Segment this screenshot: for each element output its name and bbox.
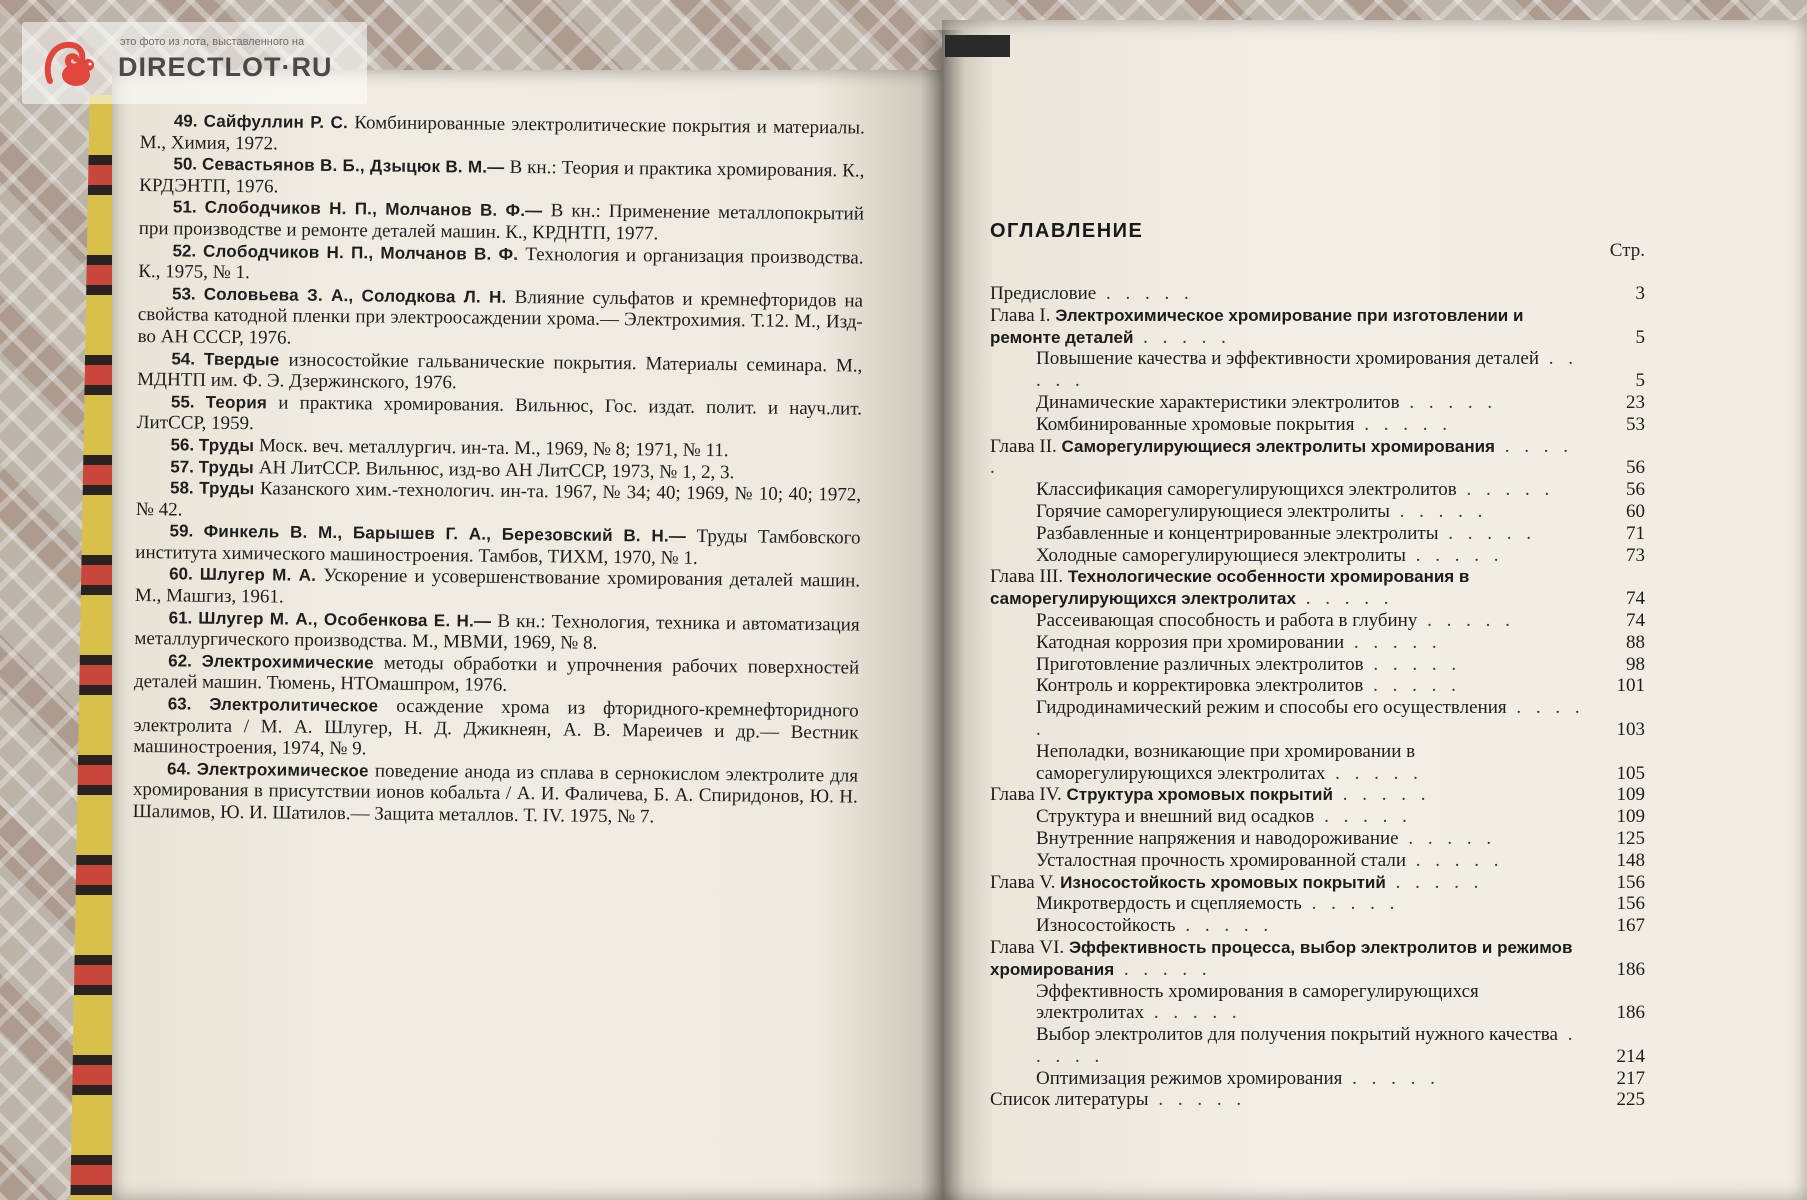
squirrel-logo-icon	[40, 37, 102, 89]
reference-number: 58.	[169, 478, 200, 498]
toc-section-entry	[990, 828, 1645, 850]
reference-text: Моск. веч. металлургич. ин-та. М., 1969, № 8; 1971, № 11.	[258, 435, 729, 462]
toc-entry-label: Холодные саморегулирующиеся электролиты	[1036, 544, 1406, 566]
toc-leader-dots: . . . . .	[1399, 391, 1498, 413]
toc-page-number: 88	[1626, 631, 1645, 653]
watermark-brand: DIRECTLOT·RU	[118, 52, 333, 82]
reference-number: 50.	[173, 154, 203, 174]
reference-author: Слободчиков Н. П., Молчанов В. Ф.—	[204, 198, 551, 221]
toc-leader-dots: . . . . .	[1148, 1089, 1247, 1111]
toc-leader-dots: . . . . .	[1406, 849, 1504, 871]
toc-page-number: 71	[1626, 522, 1645, 544]
table-of-contents	[990, 220, 1645, 1111]
reference-number: 49.	[173, 111, 204, 131]
toc-page-number: 74	[1626, 588, 1645, 610]
toc-section-entry	[990, 654, 1645, 676]
toc-section-entry	[990, 392, 1645, 414]
reference-text: Комбинированные электролитические покрытия и материалы. М., Химия, 1972.	[139, 112, 865, 155]
reference-text: поведение анода из сплава в сернокислом электролите для хромирования в присутствии ионов кобальта / А. И. Фаличева, Б. А. Спиридонов, Ю. Н. Шалимов, Ю. И. Шатилов.— Защита металлов. Т. IV. 1975, № 7.	[132, 760, 859, 828]
toc-chapter-entry	[990, 937, 1645, 981]
toc-section-entry	[990, 893, 1645, 915]
reference-author: Шлугер М. А.	[199, 565, 324, 586]
toc-page-number: 109	[1616, 806, 1645, 828]
toc-page-number: 214	[1616, 1045, 1645, 1067]
toc-leader-dots: . . . . .	[1114, 958, 1212, 980]
toc-entry-label: Глава IV. Структура хромовых покрытий	[990, 784, 1333, 806]
reference-item	[134, 650, 859, 701]
toc-leader-dots: . . . . .	[1363, 653, 1462, 675]
reference-item	[140, 110, 865, 161]
toc-leader-dots: . . . . .	[990, 435, 1573, 479]
toc-entry-label: Эффективность хромирования в саморегулирующихся электролитах	[1036, 980, 1479, 1024]
toc-page-number: 3	[1635, 283, 1645, 304]
toc-leader-dots: . . . . .	[1301, 893, 1400, 915]
toc-section-entry	[990, 675, 1645, 697]
toc-leader-dots: . . . . .	[1036, 348, 1579, 392]
toc-entry-label: Динамические характеристики электролитов	[1036, 391, 1400, 413]
reference-item	[136, 477, 861, 528]
toc-chapter-entry	[990, 283, 1645, 305]
toc-leader-dots: . . . . .	[1344, 631, 1442, 653]
toc-chapter-entry	[990, 566, 1645, 610]
reference-author: Электрохимические	[201, 651, 384, 673]
reference-author: Севастьянов В. Б., Дзыцюк В. М.—	[201, 154, 510, 178]
toc-leader-dots: . . . . .	[1342, 1067, 1440, 1089]
toc-leader-dots: . . . . .	[1389, 500, 1488, 522]
toc-entry-label: Катодная коррозия при хромировании	[1036, 631, 1345, 653]
toc-page-number: 186	[1616, 1002, 1645, 1024]
watermark-caption: это фото из лота, выставленного на	[120, 36, 305, 48]
reference-number: 51.	[172, 197, 205, 218]
reference-author: Труды	[199, 478, 261, 499]
toc-page-header: Стр.	[1609, 240, 1645, 261]
toc-entry-label: Классификация саморегулирующихся электролитов	[1036, 479, 1457, 501]
reference-author: Твердые	[203, 349, 289, 370]
toc-entry-label: Гидродинамический режим и способы его осуществления	[1036, 697, 1507, 719]
toc-entry-label: Комбинированные хромовые покрытия	[1036, 413, 1355, 435]
reference-number: 63.	[167, 694, 210, 714]
reference-text: Технология и организация производства. К., 1975, № 1.	[138, 243, 864, 284]
reference-author: Труды	[198, 457, 259, 477]
reference-text: АН ЛитССР. Вильнюс, изд-во АН ЛитССР, 1973, № 1, 2, 3.	[258, 456, 735, 483]
toc-page-number: 73	[1626, 544, 1645, 566]
reference-author: Электрохимическое	[196, 759, 376, 781]
toc-page-number: 148	[1616, 849, 1645, 871]
reference-number: 57.	[170, 456, 199, 477]
toc-leader-dots: . . . . .	[1385, 871, 1484, 893]
reference-number: 56.	[170, 435, 199, 455]
reference-text: и практика хромирования. Вильнюс, Гос. издат. полит. и науч.лит. ЛитССР, 1959.	[136, 392, 863, 435]
reference-item	[133, 693, 859, 765]
toc-page-number: 74	[1626, 609, 1645, 631]
reference-author: Финкель В. М., Барышев Г. А., Березовский В. Н.—	[203, 521, 697, 547]
toc-entry-label: Разбавленные и концентрированные электролиты	[1036, 522, 1439, 544]
toc-leader-dots: . . . . .	[1417, 609, 1515, 631]
toc-leader-dots: . . . . .	[1314, 806, 1412, 828]
toc-page-number: 56	[1626, 479, 1645, 501]
reference-author: Шлугер М. А., Особенкова Е. Н.—	[198, 608, 498, 631]
toc-section-entry	[990, 1024, 1645, 1068]
toc-section-entry	[990, 523, 1645, 545]
reference-text: В кн.: Теория и практика хромирования. К., КРДЭНТП, 1976.	[139, 157, 865, 198]
toc-entry-label: Глава VI. Эффективность процесса, выбор электролитов и режимов хромирования	[990, 936, 1573, 979]
toc-entry-label: Повышение качества и эффективности хромирования деталей	[1036, 348, 1540, 370]
reference-author: Сайфуллин Р. С.	[203, 111, 355, 133]
toc-entry-label: Оптимизация режимов хромирования	[1036, 1067, 1343, 1089]
reference-text: Труды Тамбовского института химического машиностроения. Тамбов, ТИХМ, 1970, № 1.	[135, 526, 861, 569]
toc-leader-dots: . . . . .	[1036, 1024, 1578, 1067]
toc-entry-label: Структура и внешний вид осадков	[1036, 806, 1315, 828]
toc-section-entry	[990, 697, 1645, 741]
toc-section-entry	[990, 981, 1645, 1025]
toc-leader-dots: . . . . .	[1096, 283, 1194, 304]
toc-leader-dots: . . . . .	[1295, 588, 1394, 610]
reference-author: Электролитическое	[209, 694, 397, 716]
toc-leader-dots: . . . . .	[1438, 522, 1536, 544]
reference-item	[137, 348, 862, 399]
toc-page-number: 167	[1616, 915, 1645, 937]
toc-section-entry	[990, 479, 1645, 501]
toc-leader-dots: . . . . .	[1133, 326, 1231, 348]
toc-entry-label: Усталостная прочность хромированной стали	[1036, 849, 1406, 871]
reference-number: 52.	[172, 240, 204, 261]
toc-page-number: 186	[1616, 958, 1645, 980]
toc-entry-label: Предисловие	[990, 283, 1097, 304]
toc-chapter-entry	[990, 784, 1645, 806]
watermark	[22, 22, 367, 104]
reference-text: Влияние сульфатов и кремнефторидов на свойства катодной пленки при электроосаждении хрома.— Электрохимия. Т.12. М., Изд-во АН СССР, 1976.	[137, 286, 864, 349]
reference-item	[135, 563, 860, 614]
reference-author: Слободчиков Н. П., Молчанов В. Ф.	[202, 241, 526, 264]
toc-entry-label: Глава II. Саморегулирующиеся электролиты хромирования	[990, 435, 1495, 457]
reference-number: 59.	[169, 521, 204, 541]
reference-author: Теория	[205, 392, 279, 413]
toc-chapter-entry	[990, 436, 1645, 480]
reference-text: В кн.: Применение металлопокрытий при производстве и ремонте деталей машин. К., КРДНТП, 1977.	[138, 200, 865, 245]
book-spine-shadow	[920, 30, 965, 1200]
toc-entry-label: Горячие саморегулирующиеся электролиты	[1036, 500, 1390, 522]
reference-author: Соловьева З. А., Солодкова Л. Н.	[203, 284, 515, 307]
reference-number: 64.	[167, 759, 197, 779]
toc-leader-dots: . . . . .	[1175, 915, 1274, 937]
toc-leader-dots: . . . . .	[1325, 762, 1423, 784]
toc-list	[990, 283, 1645, 1111]
reference-author: Труды	[198, 435, 260, 456]
toc-entry-label: Глава V. Износостойкость хромовых покрытий	[990, 871, 1386, 893]
toc-page-number: 60	[1626, 500, 1645, 522]
reference-text: методы обработки и упрочнения рабочих поверхностей деталей машин. Тюмень, НТОмашпром, 1976.	[133, 652, 860, 697]
reference-item	[134, 607, 859, 658]
reference-item	[137, 391, 862, 442]
toc-entry-label: Контроль и корректировка электролитов	[1036, 675, 1364, 697]
reference-item	[138, 283, 864, 355]
toc-section-entry	[990, 632, 1645, 654]
toc-leader-dots: . . . . .	[1354, 413, 1452, 435]
toc-section-entry	[990, 545, 1645, 567]
toc-page-number: 5	[1635, 370, 1645, 392]
toc-page-number: 5	[1635, 326, 1645, 348]
reference-number: 53.	[171, 284, 204, 304]
toc-entry-label: Глава I. Электрохимическое хромирование при изготовлении и ремонте деталей	[990, 304, 1524, 347]
reference-text: В кн.: Технология, техника и автоматизация металлургического производства. М., МВМИ, 1969, № 8.	[134, 610, 860, 655]
toc-entry-label: Микротвердость и сцепляемость	[1036, 893, 1302, 915]
toc-section-entry	[990, 348, 1645, 392]
toc-leader-dots: . . . . .	[1398, 827, 1497, 849]
reference-item	[139, 196, 864, 247]
toc-page-number: 53	[1626, 413, 1645, 435]
toc-leader-dots: . . . . .	[1144, 1002, 1242, 1024]
toc-leader-dots: . . . . .	[1456, 479, 1555, 501]
toc-entry-label: Список литературы	[990, 1089, 1149, 1111]
toc-entry-label: Неполадки, возникающие при хромировании в саморегулирующихся электролитах	[1036, 740, 1416, 784]
toc-section-entry	[990, 915, 1645, 937]
toc-chapter-entry	[990, 872, 1645, 894]
toc-leader-dots: . . . . .	[1332, 784, 1431, 806]
toc-page-number: 56	[1626, 457, 1645, 479]
toc-entry-label: Глава III. Технологические особенности хромирования в саморегулирующихся электролитах	[990, 566, 1470, 609]
reference-item	[138, 240, 863, 291]
toc-page-number: 225	[1616, 1089, 1645, 1111]
toc-section-entry	[990, 1068, 1645, 1090]
toc-section-entry	[990, 850, 1645, 872]
reference-text: Ускорение и усовершенствование хромирования деталей машин. М., Машгиз, 1961.	[134, 565, 861, 608]
reference-item	[135, 520, 860, 571]
toc-section-entry	[990, 741, 1645, 785]
toc-page-number: 125	[1616, 827, 1645, 849]
toc-page-number: 103	[1616, 718, 1645, 740]
toc-leader-dots: . . . . .	[1405, 544, 1504, 566]
reference-number: 54.	[171, 348, 205, 369]
reference-number: 61.	[168, 607, 199, 628]
reference-text: износостойкие гальванические покрытия. Материалы семинара. М., МДНТП им. Ф. Э. Дзержинского, 1976.	[137, 349, 863, 394]
toc-page-number: 105	[1616, 762, 1645, 784]
reference-item	[139, 153, 864, 204]
reference-number: 62.	[168, 651, 202, 671]
reference-item	[133, 758, 859, 830]
toc-section-entry	[990, 501, 1645, 523]
reference-number: 55.	[170, 392, 206, 412]
reference-text: осаждение хрома из фторидного-кремнефторидного электролита / М. А. Шлугер, Н. Д. Джикнеян, А. В. Мареичев и др.— Вестник машиностроения, 1974, № 9.	[133, 695, 859, 760]
bookmark-tab	[945, 35, 1010, 57]
toc-section-entry	[990, 806, 1645, 828]
toc-page-number: 109	[1616, 784, 1645, 806]
toc-page-number: 98	[1626, 653, 1645, 675]
toc-entry-label: Внутренние напряжения и наводороживание	[1036, 827, 1399, 849]
toc-entry-label: Рассеивающая способность и работа в глубину	[1036, 609, 1418, 631]
toc-page-number: 101	[1616, 675, 1645, 697]
toc-leader-dots: . . . . .	[1036, 697, 1585, 740]
toc-page-number: 23	[1626, 391, 1645, 413]
toc-entry-label: Приготовление различных электролитов	[1036, 653, 1364, 675]
toc-page-number: 217	[1616, 1067, 1645, 1089]
toc-chapter-entry	[990, 305, 1645, 349]
toc-section-entry	[990, 414, 1645, 436]
toc-page-number: 156	[1616, 893, 1645, 915]
toc-chapter-entry	[990, 1089, 1645, 1111]
reference-text: Казанского хим.-технологич. ин-та. 1967, № 34; 40; 1969, № 10; 40; 1972, № 42.	[135, 478, 862, 521]
toc-leader-dots: . . . . .	[1363, 675, 1461, 697]
reference-number: 60.	[169, 564, 200, 585]
toc-page-number: 156	[1616, 871, 1645, 893]
toc-section-entry	[990, 610, 1645, 632]
toc-entry-label: Выбор электролитов для получения покрытий нужного качества	[1036, 1024, 1558, 1046]
bibliography	[133, 110, 865, 830]
toc-title: ОГЛАВЛЕНИЕ	[990, 220, 1144, 242]
toc-entry-label: Износостойкость	[1036, 915, 1176, 937]
